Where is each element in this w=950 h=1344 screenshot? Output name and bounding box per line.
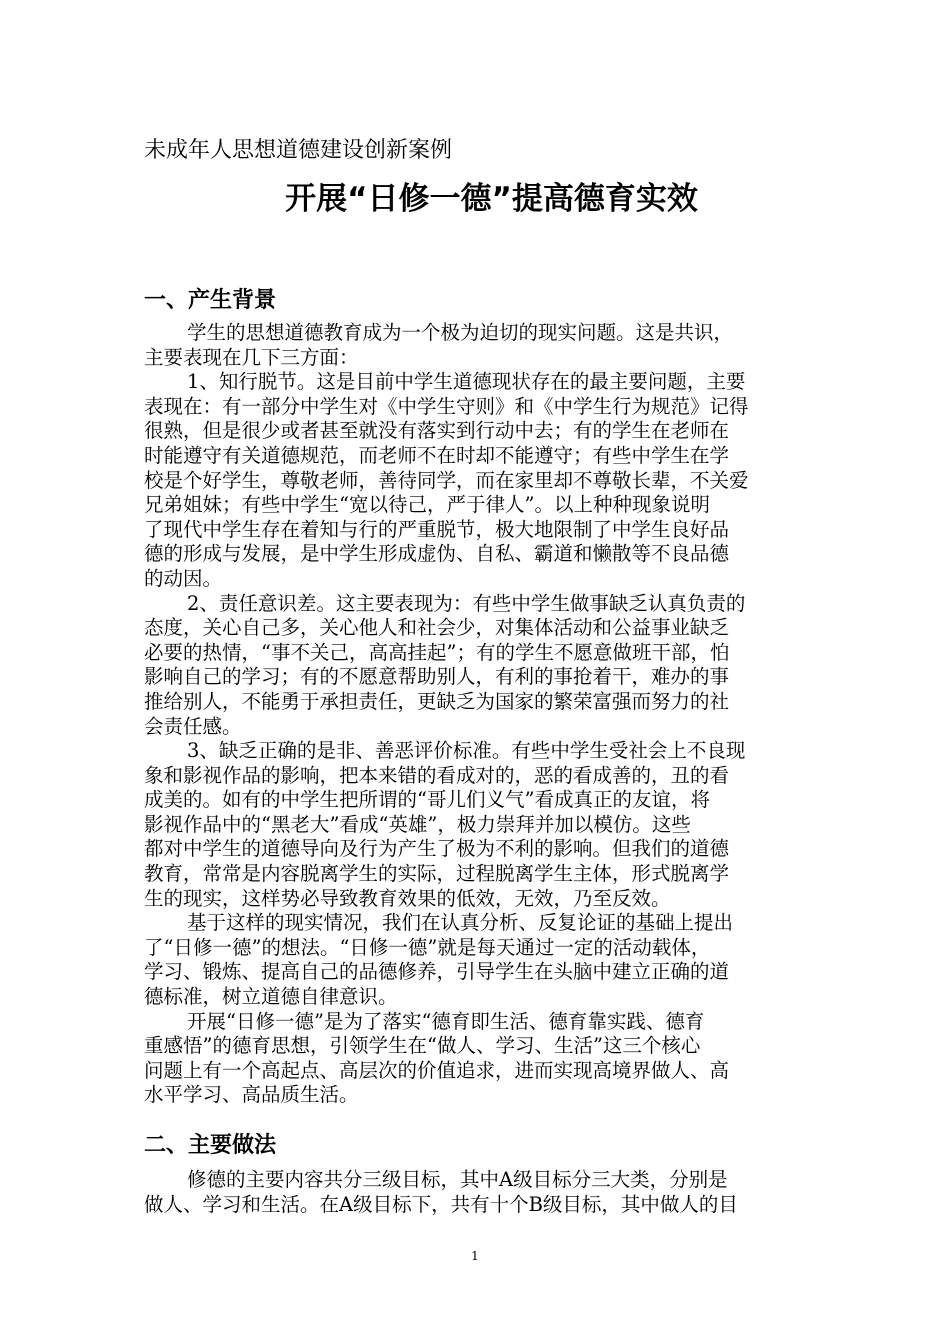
paragraph-line: 必要的热情，“事不关己，高高挂起”；有的学生不愿意做班干部，怕 — [144, 640, 730, 664]
paragraph-line: 水平学习、高品质生活。 — [144, 1083, 359, 1107]
section-body-methods — [144, 1168, 844, 1217]
paragraph-line: 做人、学习和生活。在A级目标下，共有十个B级目标，其中做人的目 — [144, 1192, 738, 1216]
section-heading-methods: 二、主要做法 — [144, 1133, 277, 1158]
paragraph-line: 时能遵守有关道德规范，而老师不在时却不能遵守；有些中学生在学 — [144, 443, 730, 467]
paragraph-line: 修德的主要内容共分三级目标，其中A级目标分三大类，分别是 — [187, 1168, 728, 1191]
paragraph-line: 都对中学生的道德导向及行为产生了极为不利的影响。但我们的道德 — [144, 837, 730, 861]
paragraph-line: 重感悟”的德育思想，引领学生在“做人、学习、生活”这三个核心 — [144, 1034, 701, 1058]
paragraph-line: 主要表现在几下三方面： — [144, 345, 359, 369]
section-heading-background: 一、产生背景 — [144, 288, 277, 313]
paragraph-line: 很熟，但是很少或者甚至就没有落实到行动中去；有的学生在老师在 — [144, 419, 730, 443]
paragraph-line: 开展“日修一德”是为了落实“德育即生活、德育靠实践、德育 — [187, 1009, 705, 1033]
paragraph-line: 推给别人，不能勇于承担责任，更缺乏为国家的繁荣富强而努力的社 — [144, 689, 730, 713]
paragraph-line: 3、缺乏正确的是非、善恶评价标准。有些中学生受社会上不良现 — [187, 739, 746, 763]
paragraph-line: 德的形成与发展，是中学生形成虚伪、自私、霸道和懒散等不良品德 — [144, 542, 730, 566]
page-number: 1 — [471, 1249, 479, 1263]
paragraph-line: 校是个好学生，尊敬老师，善待同学，而在家里却不尊敬长辈，不关爱 — [144, 468, 749, 492]
paragraph-line: 成美的。如有的中学生把所谓的“哥儿们义气”看成真正的友谊，将 — [144, 788, 710, 812]
paragraph-line: 生的现实，这样势必导致教育效果的低效，无效，乃至反效。 — [144, 886, 671, 910]
paragraph-line: 象和影视作品的影响，把本来错的看成对的，恶的看成善的，丑的看 — [144, 763, 730, 787]
paragraph-line: 影响自己的学习；有的不愿意帮助别人，有利的事抢着干，难办的事 — [144, 665, 730, 689]
paragraph-line: 学生的思想道德教育成为一个极为迫切的现实问题。这是共识， — [187, 321, 734, 344]
paragraph-line: 基于这样的现实情况，我们在认真分析、反复论证的基础上提出 — [187, 911, 734, 935]
paragraph-line: 2、责任意识差。这主要表现为：有些中学生做事缺乏认真负责的 — [187, 591, 746, 615]
paragraph-line: 学习、锻炼、提高自己的品德修养，引导学生在头脑中建立正确的道 — [144, 960, 730, 984]
paragraph-line: 会责任感。 — [144, 714, 242, 738]
paragraph-line: 1、知行脱节。这是目前中学生道德现状存在的最主要问题，主要 — [187, 370, 746, 394]
paragraph-line: 问题上有一个高起点、高层次的价值追求，进而实现高境界做人、高 — [144, 1058, 730, 1082]
paragraph-line: 影视作品中的“黑老大”看成“英雄”，极力崇拜并加以模仿。这些 — [144, 812, 691, 836]
paragraph-line: 的动因。 — [144, 566, 223, 590]
paragraph-line: 态度，关心自己多，关心他人和社会少，对集体活动和公益事业缺乏 — [144, 616, 730, 640]
paragraph-line: 德标准，树立道德自律意识。 — [144, 985, 398, 1009]
main-title: 开展“日修一德”提高德育实效 — [285, 181, 698, 217]
section-body-background — [144, 321, 844, 1108]
paragraph-line: 了现代中学生存在着知与行的严重脱节，极大地限制了中学生良好品 — [144, 517, 730, 541]
paragraph-line: 兄弟姐妹；有些中学生“宽以待己，严于律人”。以上种种现象说明 — [144, 493, 710, 517]
paragraph-line: 了“日修一德”的想法。“日修一德”就是每天通过一定的活动载体， — [144, 935, 711, 959]
series-title: 未成年人思想道德建设创新案例 — [144, 138, 453, 163]
paragraph-line: 教育，常常是内容脱离学生的实际，过程脱离学生主体，形式脱离学 — [144, 862, 730, 886]
paragraph-line: 表现在：有一部分中学生对《中学生守则》和《中学生行为规范》记得 — [144, 394, 749, 418]
